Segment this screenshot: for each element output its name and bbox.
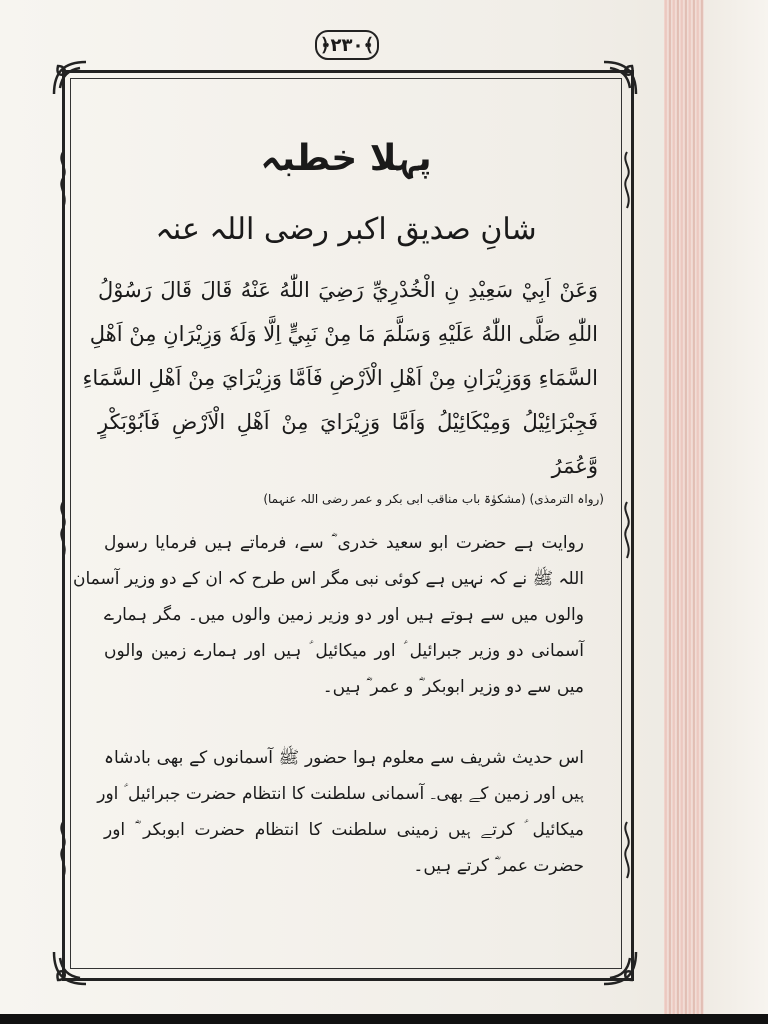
translation-line: والوں میں سے ہوتے ہیں اور دو وزیر زمین والوں میں۔ مگر ہمارے — [104, 605, 584, 625]
page-number: ﴿٢٣٠﴾ — [315, 30, 379, 60]
page-content — [72, 100, 604, 960]
side-ornament-icon — [619, 150, 635, 210]
translation-line: اللہ ﷺ نے کہ نہیں ہے کوئی نبی مگر اس طرح کہ ان کے دو وزیر آسمان — [72, 569, 584, 589]
commentary-paragraph — [97, 740, 584, 884]
page-edge-shadow — [700, 0, 768, 1024]
hadith-line: وَّعُمَرُ — [551, 454, 598, 478]
hadith-line: اللّٰهِ صَلَّى اللّٰهُ عَلَيْهِ وَسَلَّمَ مَا مِنْ نَبِيٍّ اِلَّا وَلَهٗ وَزِيْرَانِ مِنْ اَهْلِ — [89, 322, 598, 346]
side-ornament-icon — [619, 500, 635, 560]
commentary-line: ہیں اور زمین کے بھی۔ آسمانی سلطنت کا انتظام حضرت جبرائیل ؑ اور — [97, 784, 584, 804]
translation-line: میں سے دو وزیر ابوبکر ؓ و عمر ؓ ہیں۔ — [322, 677, 584, 697]
commentary-line: حضرت عمر ؓ کرتے ہیں۔ — [413, 856, 584, 876]
side-ornament-icon — [55, 820, 71, 880]
translation-line: آسمانی دو وزیر جبرائیل ؑ اور میکائیل ؑ ہیں اور ہمارے زمین والوں — [104, 641, 584, 661]
translation-paragraph — [72, 525, 584, 705]
hadith-line: وَعَنْ اَبِيْ سَعِيْدِ نِ الْخُدْرِيِّ رَضِيَ اللّٰهُ عَنْهُ قَالَ قَالَ رَسُوْلُ — [98, 278, 598, 302]
translation-line: روایت ہے حضرت ابو سعید خدری ؓ سے، فرماتے ہیں فرمایا رسول — [104, 533, 584, 553]
book-edge-pages — [664, 0, 704, 1024]
hadith-reference: (رواہ الترمذی) (مشکوٰۃ باب مناقب ابی بکر و عمر رضی اللہ عنہما) — [263, 492, 604, 506]
side-ornament-icon — [55, 150, 71, 210]
sermon-title: پہلا خطبہ — [260, 138, 432, 179]
scan-bottom-border — [0, 1014, 768, 1024]
hadith-line: السَّمَاءِ وَوَزِيْرَانِ مِنْ اَهْلِ الْاَرْضِ فَاَمَّا وَزِيْرَايَ مِنْ اَهْلِ السَّمَاءِ — [82, 366, 598, 390]
commentary-line: میکائیل ؑ کرتے ہیں زمینی سلطنت کا انتظام حضرت ابوبکر ؓ اور — [104, 820, 584, 840]
corner-ornament-icon — [600, 948, 640, 988]
hadith-arabic-text — [82, 268, 598, 488]
commentary-line: اس حدیث شریف سے معلوم ہوا حضور ﷺ آسمانوں کے بھی بادشاہ — [104, 748, 584, 768]
sermon-subtitle: شانِ صدیق اکبر رضی اللہ عنہ — [155, 212, 537, 247]
corner-ornament-icon — [50, 58, 90, 98]
hadith-line: فَجِبْرَائِيْلُ وَمِيْكَائِيْلُ وَاَمَّا وَزِيْرَايَ مِنْ اَهْلِ الْاَرْضِ فَاَبُوْبَكْرٍ — [98, 410, 598, 434]
corner-ornament-icon — [600, 58, 640, 98]
side-ornament-icon — [55, 500, 71, 560]
side-ornament-icon — [619, 820, 635, 880]
corner-ornament-icon — [50, 948, 90, 988]
